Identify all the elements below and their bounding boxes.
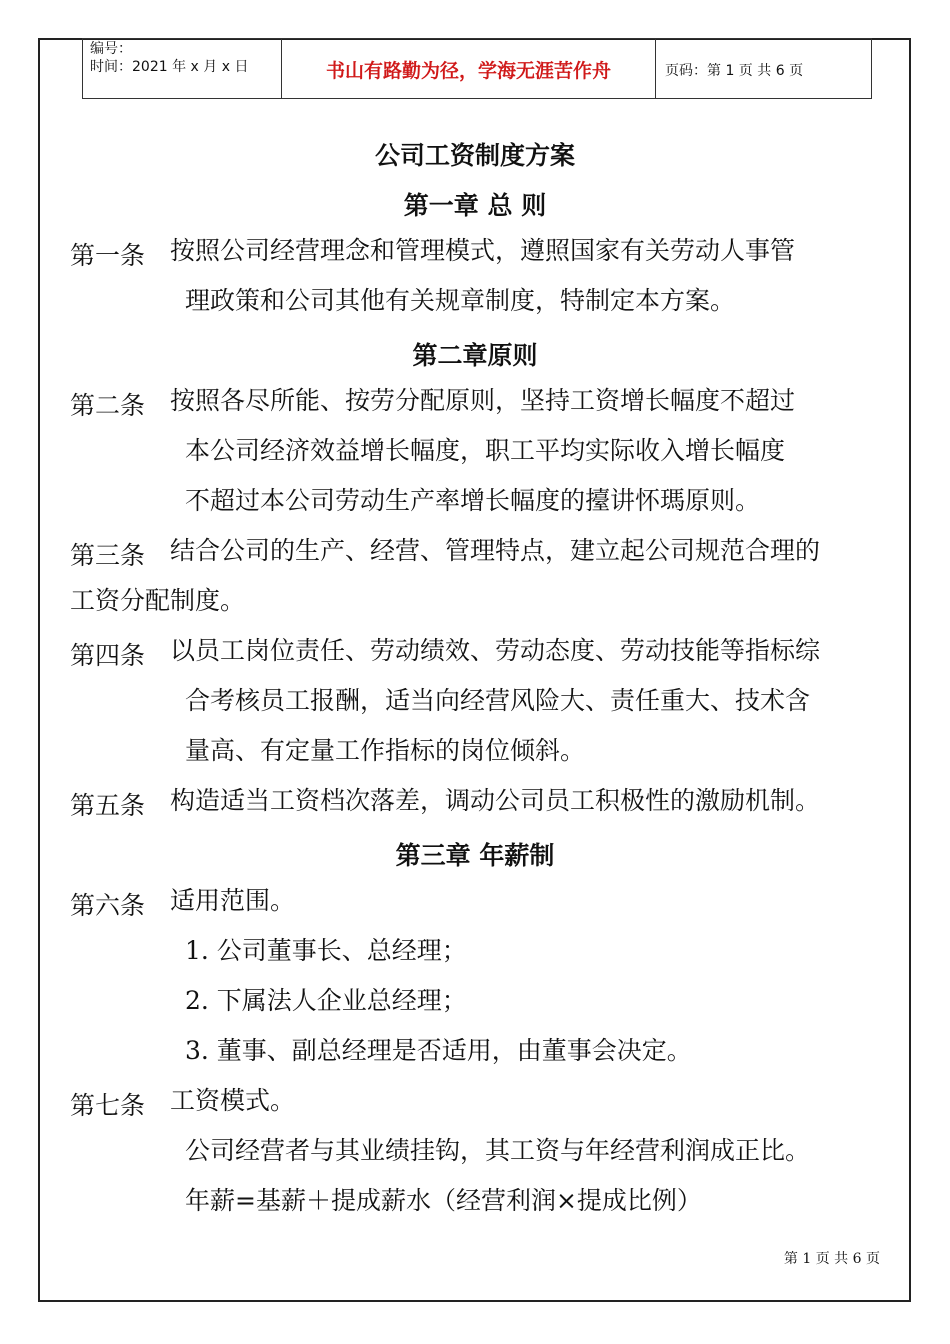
footer-page-number: 第 1 页 共 6 页 — [783, 1251, 880, 1267]
article-7-label: 第七条 — [70, 1091, 146, 1120]
header-divider-left — [82, 38, 83, 98]
article-6-item-2: 2. 下属法人企业总经理； — [185, 986, 467, 1015]
article-3-label: 第三条 — [70, 541, 146, 570]
document-title: 公司工资制度方案 — [374, 141, 575, 170]
header-top-rule — [82, 38, 872, 39]
article-4-label: 第四条 — [70, 641, 146, 670]
chapter-3-heading: 第三章 年薪制 — [395, 841, 555, 870]
article-6-label: 第六条 — [70, 891, 146, 920]
article-6-line-1: 适用范围。 — [170, 886, 296, 915]
article-1-label: 第一条 — [70, 241, 146, 270]
article-2-line-3: 不超过本公司劳动生产率增长幅度的擡讲怀瑪原则。 — [185, 486, 761, 515]
article-1-line-2: 理政策和公司其他有关规章制度，特制定本方案。 — [185, 286, 736, 315]
header-page-info: 页码：第 1 页 共 6 页 — [665, 63, 804, 79]
article-4-line-3: 量高、有定量工作指标的岗位倾斜。 — [185, 736, 586, 765]
page-frame — [38, 38, 911, 1302]
article-2-label: 第二条 — [70, 391, 146, 420]
article-3-line-1: 结合公司的生产、经营、管理特点，建立起公司规范合理的 — [170, 536, 821, 565]
article-3-line-2: 工资分配制度。 — [70, 586, 246, 615]
article-4-line-2: 合考核员工报酬，适当向经营风险大、责任重大、技术含 — [185, 686, 811, 715]
article-4-line-1: 以员工岗位责任、劳动绩效、劳动态度、劳动技能等指标综 — [170, 636, 821, 665]
chapter-1-heading: 第一章 总 则 — [403, 191, 547, 220]
article-7-line-3: 年薪=基薪＋提成薪水（经营利润×提成比例） — [185, 1186, 702, 1215]
header-motto: 书山有路勤为径，学海无涯苦作舟 — [325, 60, 611, 82]
article-7-line-1: 工资模式。 — [170, 1086, 296, 1115]
article-5-label: 第五条 — [70, 791, 146, 820]
chapter-2-heading: 第二章原则 — [412, 341, 538, 370]
article-6-item-1: 1. 公司董事长、总经理； — [185, 936, 467, 965]
article-2-line-2: 本公司经济效益增长幅度，职工平均实际收入增长幅度 — [185, 436, 786, 465]
header-bottom-rule — [82, 98, 872, 99]
article-1-line-1: 按照公司经营理念和管理模式，遵照国家有关劳动人事管 — [170, 236, 796, 265]
header-divider-right — [871, 38, 872, 98]
article-5-line-1: 构造适当工资档次落差，调动公司员工积极性的激励机制。 — [170, 786, 821, 815]
article-6-item-3: 3. 董事、副总经理是否适用，由董事会决定。 — [185, 1036, 692, 1065]
article-7-line-2: 公司经营者与其业绩挂钩，其工资与年经营利润成正比。 — [185, 1136, 811, 1165]
article-2-line-1: 按照各尽所能、按劳分配原则，坚持工资增长幅度不超过 — [170, 386, 796, 415]
header-number-label: 编号： — [90, 41, 132, 57]
header-time: 时间：2021 年 x 月 x 日 — [90, 59, 249, 75]
header-divider-2 — [655, 38, 656, 98]
